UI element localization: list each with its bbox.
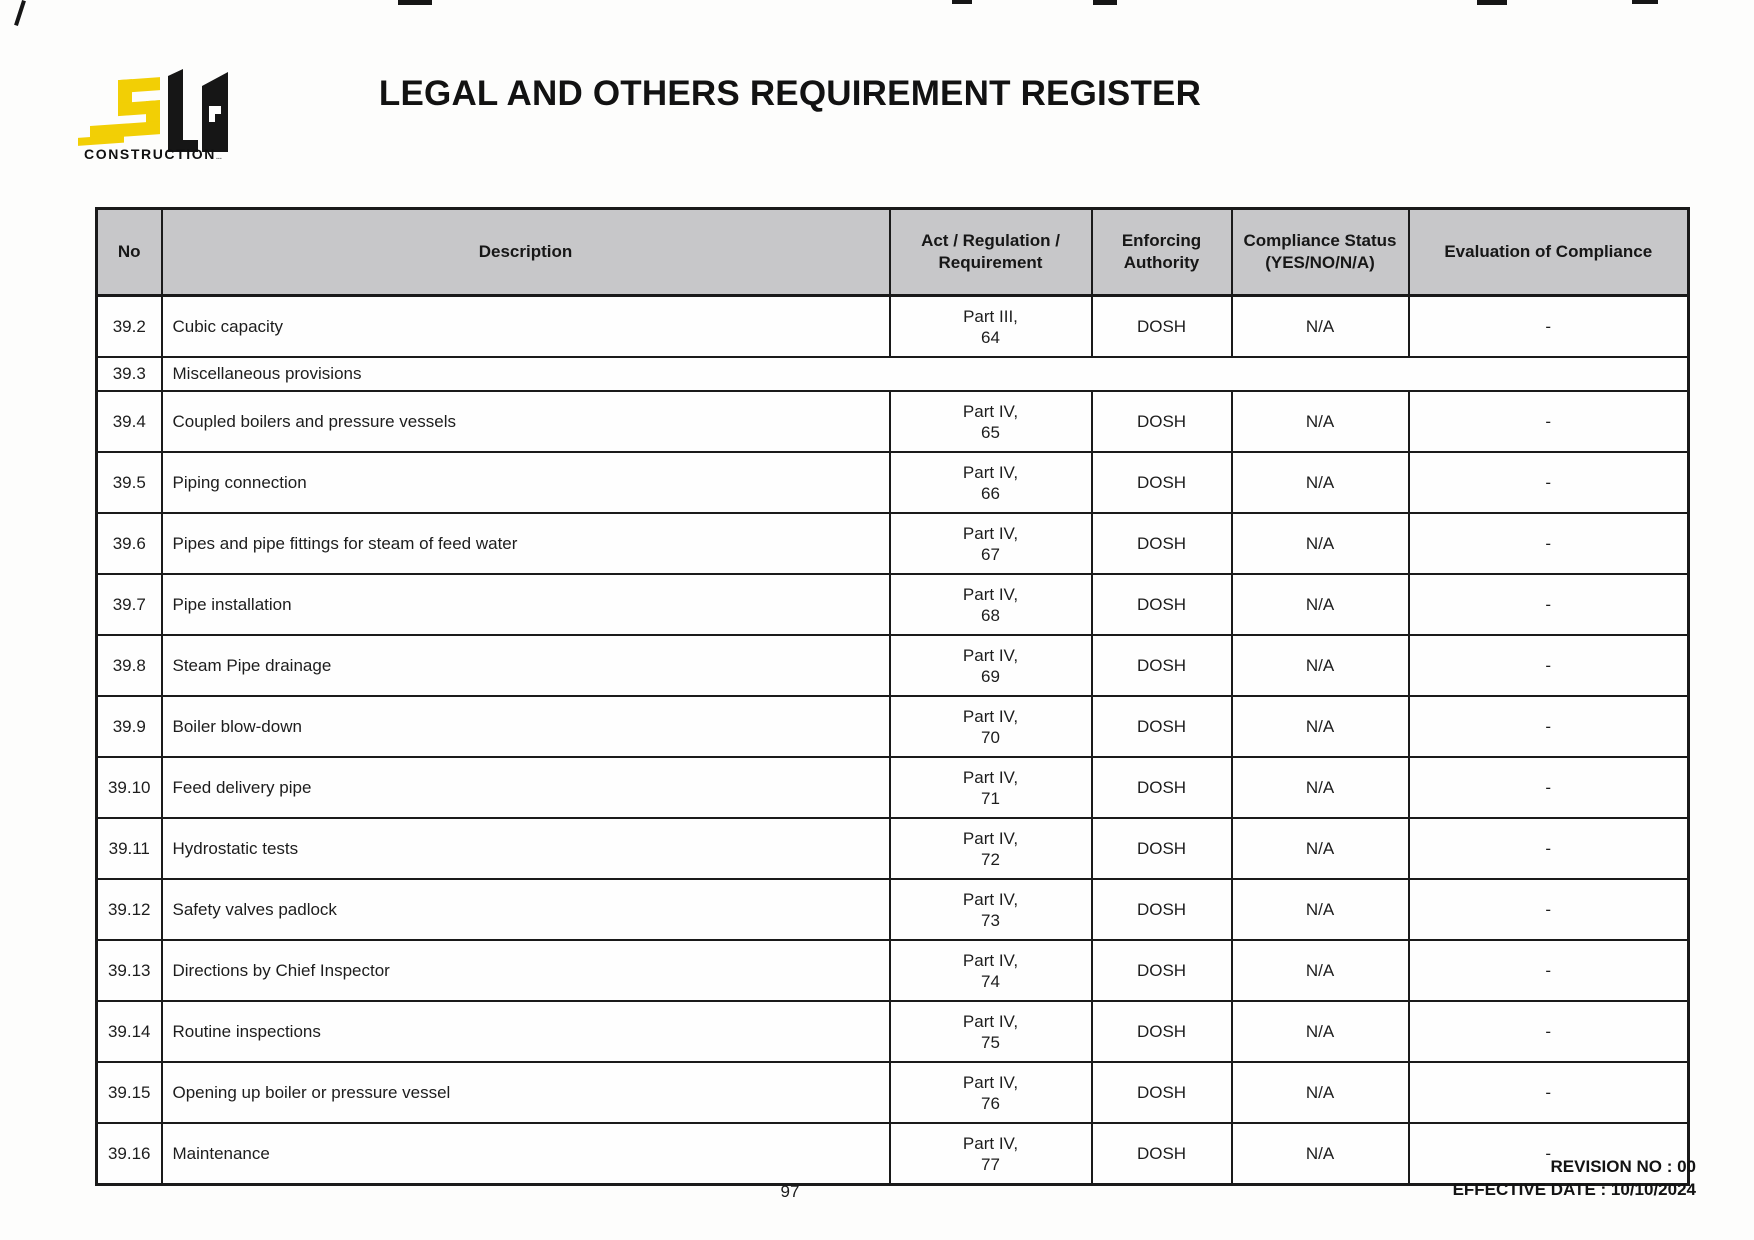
scan-artifact <box>1632 0 1658 4</box>
cell-no: 39.14 <box>97 1001 162 1062</box>
cell-no: 39.12 <box>97 879 162 940</box>
cell-evaluation: - <box>1409 574 1689 635</box>
table-row <box>97 696 1689 757</box>
cell-evaluation: - <box>1409 757 1689 818</box>
table-body <box>97 296 1689 1185</box>
table-row <box>97 357 1689 391</box>
cell-act-regulation: Part III, 64 <box>890 296 1092 358</box>
table-header-row <box>97 209 1689 296</box>
cell-description: Steam Pipe drainage <box>162 635 890 696</box>
cell-enforcing-authority: DOSH <box>1092 879 1232 940</box>
cell-evaluation: - <box>1409 696 1689 757</box>
cell-act-regulation: Part IV, 67 <box>890 513 1092 574</box>
cell-evaluation: - <box>1409 1062 1689 1123</box>
cell-description: Maintenance <box>162 1123 890 1185</box>
scan-artifact <box>952 0 972 4</box>
cell-act-regulation: Part IV, 71 <box>890 757 1092 818</box>
cell-description: Cubic capacity <box>162 296 890 358</box>
cell-compliance-status: N/A <box>1232 1001 1409 1062</box>
cell-act-regulation: Part IV, 73 <box>890 879 1092 940</box>
cell-description: Pipe installation <box>162 574 890 635</box>
cell-no: 39.16 <box>97 1123 162 1185</box>
table-row <box>97 757 1689 818</box>
table-row <box>97 391 1689 452</box>
cell-evaluation: - <box>1409 391 1689 452</box>
cell-evaluation: - <box>1409 452 1689 513</box>
header-description: Description <box>162 209 890 296</box>
cell-compliance-status: N/A <box>1232 940 1409 1001</box>
cell-no: 39.2 <box>97 296 162 358</box>
table-row <box>97 1001 1689 1062</box>
cell-enforcing-authority: DOSH <box>1092 940 1232 1001</box>
logo-subtext-mark: ... <box>215 154 222 161</box>
cell-act-regulation: Part IV, 68 <box>890 574 1092 635</box>
slg-logo-icon <box>62 64 242 156</box>
cell-enforcing-authority: DOSH <box>1092 1123 1232 1185</box>
cell-no: 39.15 <box>97 1062 162 1123</box>
cell-evaluation: - <box>1409 818 1689 879</box>
cell-compliance-status: N/A <box>1232 391 1409 452</box>
page-title: LEGAL AND OTHERS REQUIREMENT REGISTER <box>378 74 1202 113</box>
table-row <box>97 635 1689 696</box>
cell-description: Opening up boiler or pressure vessel <box>162 1062 890 1123</box>
cell-no: 39.3 <box>97 357 162 391</box>
header-act-regulation: Act / Regulation / Requirement <box>890 209 1092 296</box>
cell-evaluation: - <box>1409 1001 1689 1062</box>
cell-compliance-status: N/A <box>1232 757 1409 818</box>
scan-artifact <box>398 0 432 5</box>
cell-compliance-status: N/A <box>1232 452 1409 513</box>
logo-subtext: CONSTRUCTION... <box>84 146 222 162</box>
cell-no: 39.9 <box>97 696 162 757</box>
cell-description: Routine inspections <box>162 1001 890 1062</box>
cell-evaluation: - <box>1409 635 1689 696</box>
cell-description: Piping connection <box>162 452 890 513</box>
cell-enforcing-authority: DOSH <box>1092 635 1232 696</box>
cell-no: 39.7 <box>97 574 162 635</box>
cell-enforcing-authority: DOSH <box>1092 1062 1232 1123</box>
cell-compliance-status: N/A <box>1232 879 1409 940</box>
cell-compliance-status: N/A <box>1232 296 1409 358</box>
cell-no: 39.4 <box>97 391 162 452</box>
table-row <box>97 818 1689 879</box>
cell-no: 39.8 <box>97 635 162 696</box>
cell-enforcing-authority: DOSH <box>1092 513 1232 574</box>
cell-enforcing-authority: DOSH <box>1092 296 1232 358</box>
cell-description: Safety valves padlock <box>162 879 890 940</box>
scan-artifact <box>1477 0 1507 5</box>
header-compliance-status: Compliance Status (YES/NO/N/A) <box>1232 209 1409 296</box>
cell-act-regulation: Part IV, 75 <box>890 1001 1092 1062</box>
cell-description: Feed delivery pipe <box>162 757 890 818</box>
cell-compliance-status: N/A <box>1232 635 1409 696</box>
header-enforcing-authority: Enforcing Authority <box>1092 209 1232 296</box>
cell-act-regulation: Part IV, 72 <box>890 818 1092 879</box>
cell-description: Directions by Chief Inspector <box>162 940 890 1001</box>
page-number: 97 <box>780 1182 800 1201</box>
table-row <box>97 1062 1689 1123</box>
cell-enforcing-authority: DOSH <box>1092 1001 1232 1062</box>
cell-compliance-status: N/A <box>1232 818 1409 879</box>
cell-no: 39.10 <box>97 757 162 818</box>
cell-act-regulation: Part IV, 65 <box>890 391 1092 452</box>
cell-enforcing-authority: DOSH <box>1092 452 1232 513</box>
table-row <box>97 879 1689 940</box>
revision-no: REVISION NO : 00 <box>1550 1157 1696 1176</box>
header-evaluation: Evaluation of Compliance <box>1409 209 1689 296</box>
cell-description: Coupled boilers and pressure vessels <box>162 391 890 452</box>
cell-no: 39.13 <box>97 940 162 1001</box>
cell-act-regulation: Part IV, 66 <box>890 452 1092 513</box>
cell-compliance-status: N/A <box>1232 1123 1409 1185</box>
cell-enforcing-authority: DOSH <box>1092 574 1232 635</box>
cell-description: Hydrostatic tests <box>162 818 890 879</box>
cell-compliance-status: N/A <box>1232 696 1409 757</box>
cell-description: Miscellaneous provisions <box>162 357 1689 391</box>
cell-act-regulation: Part IV, 74 <box>890 940 1092 1001</box>
table-row <box>97 940 1689 1001</box>
cell-evaluation: - <box>1409 513 1689 574</box>
revision-block <box>1276 1155 1696 1201</box>
table-row <box>97 296 1689 358</box>
cell-evaluation: - <box>1409 879 1689 940</box>
effective-date: EFFECTIVE DATE : 10/10/2024 <box>1452 1180 1696 1199</box>
table-row <box>97 574 1689 635</box>
cell-evaluation: - <box>1409 1123 1689 1185</box>
cell-evaluation: - <box>1409 940 1689 1001</box>
cell-act-regulation: Part IV, 76 <box>890 1062 1092 1123</box>
table-row <box>97 513 1689 574</box>
cell-enforcing-authority: DOSH <box>1092 818 1232 879</box>
cell-act-regulation: Part IV, 69 <box>890 635 1092 696</box>
register-table <box>95 207 1690 1186</box>
cell-no: 39.6 <box>97 513 162 574</box>
table-row <box>97 452 1689 513</box>
scan-artifact <box>1093 0 1117 5</box>
cell-no: 39.11 <box>97 818 162 879</box>
cell-act-regulation: Part IV, 70 <box>890 696 1092 757</box>
cell-description: Boiler blow-down <box>162 696 890 757</box>
cell-compliance-status: N/A <box>1232 1062 1409 1123</box>
cell-act-regulation: Part IV, 77 <box>890 1123 1092 1185</box>
cell-no: 39.5 <box>97 452 162 513</box>
cell-enforcing-authority: DOSH <box>1092 696 1232 757</box>
cell-enforcing-authority: DOSH <box>1092 391 1232 452</box>
company-logo <box>62 64 242 174</box>
cell-compliance-status: N/A <box>1232 513 1409 574</box>
register-table-container <box>95 207 1687 1186</box>
cell-enforcing-authority: DOSH <box>1092 757 1232 818</box>
cell-evaluation: - <box>1409 296 1689 358</box>
cell-description: Pipes and pipe fittings for steam of feed water <box>162 513 890 574</box>
scan-artifact <box>14 0 26 26</box>
header-no: No <box>97 209 162 296</box>
cell-compliance-status: N/A <box>1232 574 1409 635</box>
